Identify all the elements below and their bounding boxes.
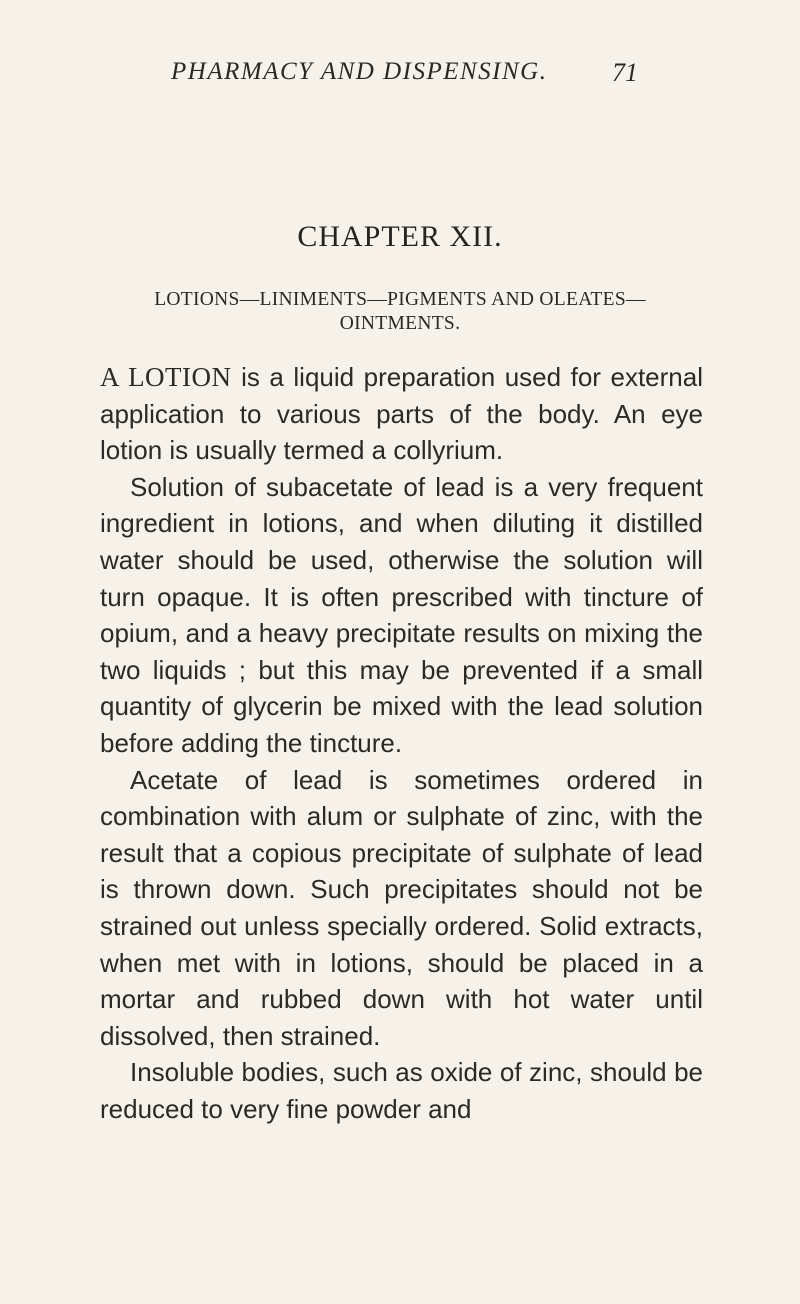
paragraph-3: Acetate of lead is sometimes ordered in combination with alum or sulphate of zinc, with the result that a copious precipitate of sulphate of lead is thrown down. Such precipitates should not be strained out unless specially ordered. Solid extracts, when met with in lotions, should be placed in a mortar and rubbed down with hot water until dissolved, then strained. bbox=[100, 764, 703, 1051]
body-text bbox=[100, 359, 703, 1127]
page-number: 71 bbox=[612, 58, 638, 87]
paragraph-4: Insoluble bodies, such as oxide of zinc, should be reduced to very fine powder and bbox=[100, 1057, 703, 1124]
chapter-subtitle-line-2: OINTMENTS. bbox=[339, 313, 461, 334]
paragraph-2: Solution of subacetate of lead is a very frequent ingredient in lotions, and when diluting it distilled water should be used, otherwise the solution will turn opaque. It is often prescribed with tincture of opium, and a heavy precipitate results on mixing the two liquids ; but this may be prevented if a small quantity of glycerin be mixed with the lead solution before adding the tincture. bbox=[100, 471, 703, 758]
running-head: PHARMACY AND DISPENSING. bbox=[171, 58, 548, 85]
chapter-title: CHAPTER XII. bbox=[297, 220, 503, 253]
paragraph-1-text: is a liquid preparation used for external application to various parts of the body. An eye lotion is usually termed a collyrium. bbox=[100, 362, 703, 466]
chapter-subtitle-line-1: LOTIONS—LINIMENTS—PIGMENTS AND OLEATES— bbox=[154, 289, 646, 310]
chapter-subtitle bbox=[50, 288, 750, 336]
paragraph-1-lead: A LOTION bbox=[100, 362, 232, 392]
paragraph-1 bbox=[100, 359, 703, 469]
